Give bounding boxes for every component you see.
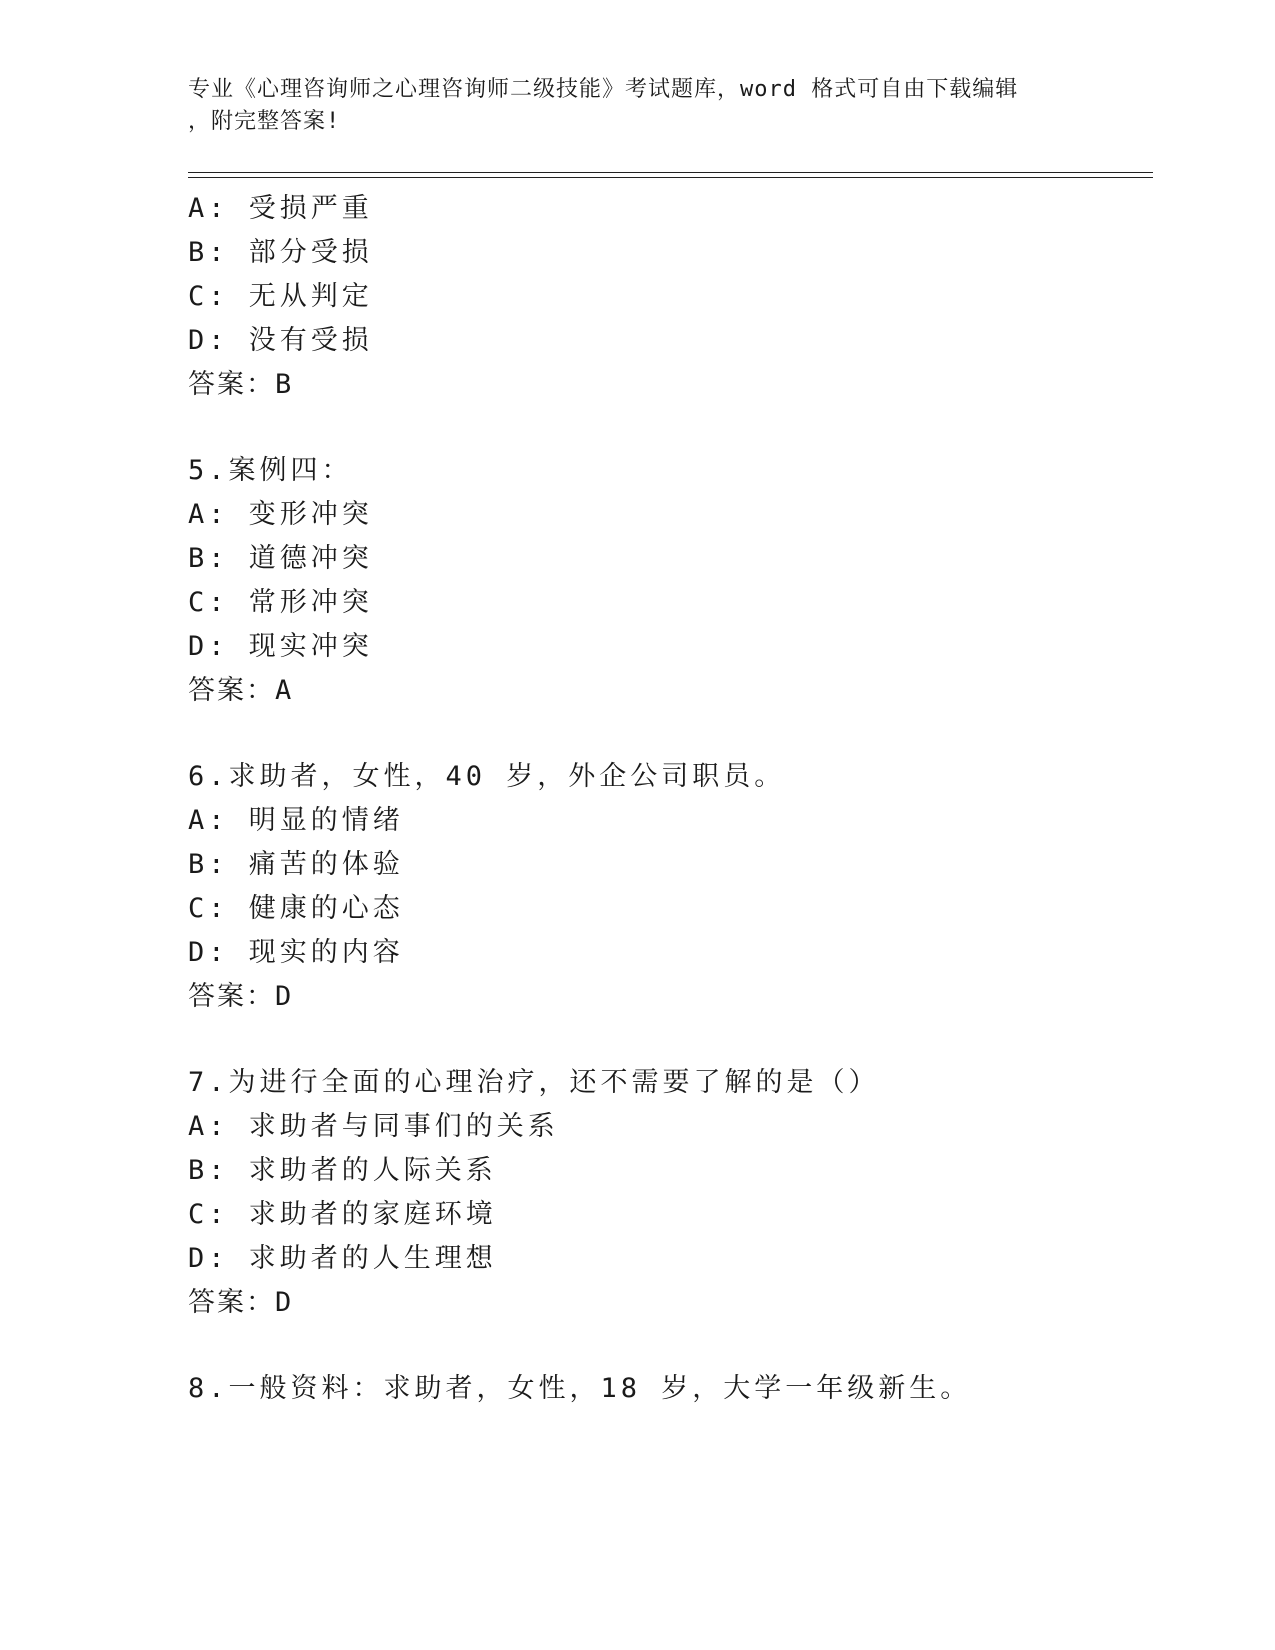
q7-option-b: B: 求助者的人际关系 [188,1155,497,1186]
q5-option-d: D: 现实冲突 [188,631,373,662]
q8-stem: 8.一般资料：求助者，女性，18 岁，大学一年级新生。 [188,1373,972,1404]
answer-label: 答案： [188,981,275,1012]
header-line-1: 专业《心理咨询师之心理咨询师二级技能》考试题库，word 格式可自由下载编辑 [188,77,1019,102]
header-line-2: ，附完整答案! [188,109,341,134]
q5-answer [188,668,293,707]
q4-option-c: C: 无从判定 [188,281,373,312]
answer-label: 答案： [188,1287,275,1318]
answer-value: A [275,675,294,706]
q5-option-b: B: 道德冲突 [188,543,373,574]
q7-option-d: D: 求助者的人生理想 [188,1243,497,1274]
document-header [188,74,1088,138]
answer-label: 答案： [188,369,275,400]
q6-option-a: A: 明显的情绪 [188,805,404,836]
answer-value: D [275,1287,294,1318]
q7-option-c: C: 求助者的家庭环境 [188,1199,497,1230]
q6-option-d: D: 现实的内容 [188,937,404,968]
answer-label: 答案： [188,675,275,706]
q4-option-a: A: 受损严重 [188,193,373,224]
q5-stem: 5.案例四： [188,455,353,486]
header-rule-bottom [188,177,1153,178]
q7-stem: 7.为进行全面的心理治疗，还不需要了解的是（） [188,1067,880,1098]
q6-answer [188,974,293,1013]
q6-stem: 6.求助者，女性，40 岁，外企公司职员。 [188,761,786,792]
answer-value: B [275,369,294,400]
q7-option-a: A: 求助者与同事们的关系 [188,1111,559,1142]
q5-option-a: A: 变形冲突 [188,499,373,530]
q6-option-c: C: 健康的心态 [188,893,404,924]
q4-option-b: B: 部分受损 [188,237,373,268]
q4-option-d: D: 没有受损 [188,325,373,356]
q5-option-c: C: 常形冲突 [188,587,373,618]
header-rule-top [188,172,1153,173]
answer-value: D [275,981,294,1012]
q6-option-b: B: 痛苦的体验 [188,849,404,880]
q4-answer [188,362,293,401]
q7-answer [188,1280,293,1319]
